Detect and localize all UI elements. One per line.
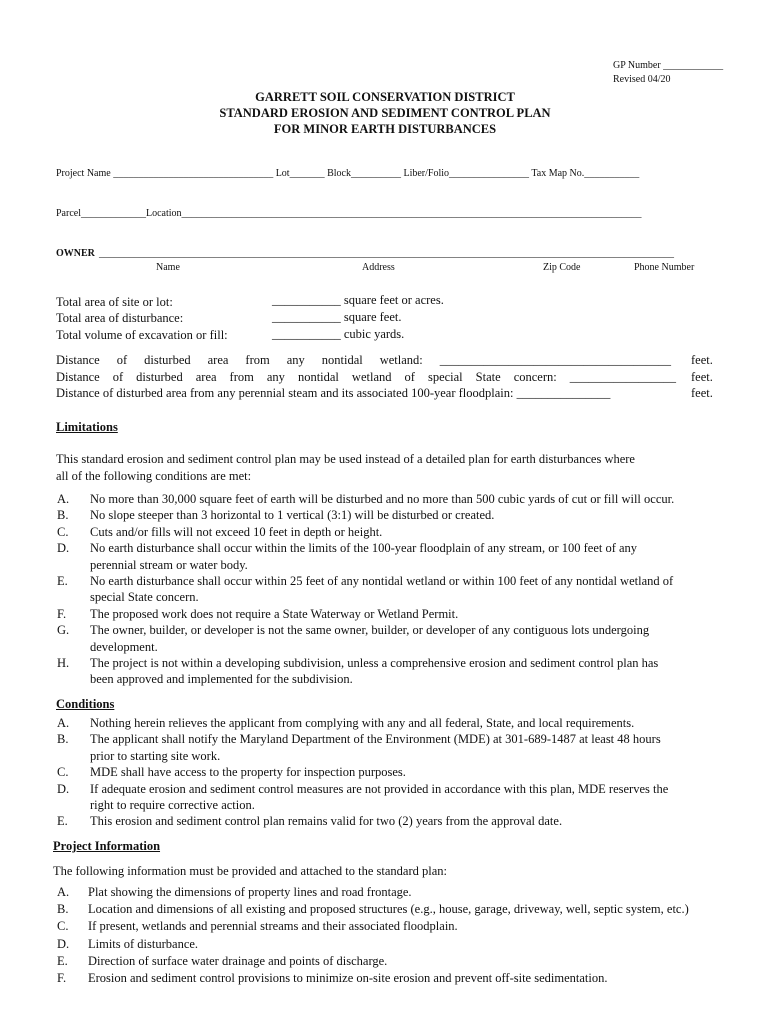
project-info-item-text: Limits of disturbance. [88,936,199,951]
distance-wetland-unit: feet. [691,353,713,367]
gp-number-field[interactable]: GP Number ____________ [613,60,724,71]
project-info-item-letter: F. [57,971,67,985]
limitations-intro-2: all of the following conditions are met: [56,469,252,483]
project-info-heading: Project Information [53,839,161,853]
condition-item-letter: C. [57,765,69,780]
limitations-heading: Limitations [56,420,118,434]
limitation-item-text: The project is not within a developing subdivision, unless a comprehensive erosion and sediment control plan has [90,656,659,670]
distance-stream-unit: feet. [691,386,713,400]
condition-item-text: MDE shall have access to the property for inspection purposes. [90,765,406,780]
limitation-item-text: Cuts and/or fills will not exceed 10 feet in depth or height. [90,524,383,539]
limitation-item-letter: B. [57,508,69,523]
volume-label: Total volume of excavation or fill: [56,328,228,342]
limitation-item-text: development. [90,639,158,654]
project-info-item-letter: C. [57,919,69,934]
conditions-heading: Conditions [56,697,115,711]
limitation-item-text: No earth disturbance shall occur within the limits of the 100-year floodplain of any stream, or 100 feet of any [90,541,638,556]
limitation-item-letter: E. [57,574,68,588]
project-info-row[interactable]: Project Name ________________________________ Lot_______ Block__________ Liber/Folio________________ Tax Map No.___________ [56,168,640,179]
distance-special-wetland-unit: feet. [691,370,713,384]
owner-label: OWNER [56,248,95,259]
condition-item-text: The applicant shall notify the Maryland Department of the Environment (MDE) at 301-689-1487 at least 48 hours [90,732,661,747]
project-info-item-text: Location and dimensions of all existing and proposed structures (e.g., house, garage, driveway, well, septic system, etc.) [88,902,689,917]
title-line-2: STANDARD EROSION AND SEDIMENT CONTROL PLAN [219,106,551,120]
condition-item-text: This erosion and sediment control plan remains valid for two (2) years from the approval date. [90,814,563,829]
limitation-item-text: No slope steeper than 3 horizontal to 1 vertical (3:1) will be disturbed or created. [90,508,495,523]
project-info-item-text: Direction of surface water drainage and points of discharge. [88,953,388,968]
limitation-item-letter: F. [57,606,67,621]
distance-special-wetland-field[interactable]: Distance of disturbed area from any nontidal wetland of special State concern: _________________ [56,370,676,384]
limitation-item-letter: C. [57,524,69,539]
condition-item-letter: A. [57,716,70,730]
project-info-item-text: Plat showing the dimensions of property lines and road frontage. [88,885,412,899]
project-info-item-letter: B. [57,902,69,917]
parcel-location-row[interactable]: Parcel_____________Location____________________________________________________________________________________________ [56,208,642,219]
limitation-item-text: No earth disturbance shall occur within 25 feet of any nontidal wetland or within 100 feet of any nontidal wetland of [90,574,674,588]
owner-sub-name: Name [156,262,180,273]
condition-item-letter: D. [57,781,70,796]
project-info-intro: The following information must be provided and attached to the standard plan: [53,864,447,878]
distance-wetland-field[interactable]: Distance of disturbed area from any nontidal wetland: _____________________________________ [56,353,671,367]
revision-date: Revised 04/20 [613,74,671,85]
volume-field[interactable]: ___________ cubic yards. [272,327,405,341]
project-info-item-letter: A. [57,885,70,899]
limitation-item-letter: D. [57,541,70,556]
condition-item-letter: E. [57,814,68,829]
project-info-item-text: Erosion and sediment control provisions to minimize on-site erosion and prevent off-site sedimentation. [88,971,608,985]
condition-item-text: prior to starting site work. [90,748,221,763]
limitation-item-text: special State concern. [90,590,199,605]
project-info-item-text: If present, wetlands and perennial streams and their associated floodplain. [88,919,458,934]
limitation-item-letter: A. [57,492,70,506]
project-info-item-letter: D. [57,936,70,951]
limitation-item-text: No more than 30,000 square feet of earth will be disturbed and no more than 500 cubic yards of cut or fill will occur. [90,492,675,506]
limitation-item-text: The owner, builder, or developer is not the same owner, builder, or developer of any contiguous lots undergoing [90,623,650,638]
distance-stream-field[interactable]: Distance of disturbed area from any perennial steam and its associated 100-year floodplain: _______________ [56,386,611,400]
owner-sub-address: Address [362,262,395,273]
limitation-item-text: perennial stream or water body. [90,557,248,572]
condition-item-letter: B. [57,732,69,747]
title-line-3: FOR MINOR EARTH DISTURBANCES [273,122,497,136]
area-site-label: Total area of site or lot: [56,295,173,309]
project-info-item-letter: E. [57,953,68,968]
condition-item-text: If adequate erosion and sediment control measures are not provided in accordance with this plan, MDE reserves the [90,781,669,796]
condition-item-text: Nothing herein relieves the applicant from complying with any and all federal, State, and local requirements. [90,716,635,730]
owner-line[interactable]: ___________________________________________________________________________________________________________________ [99,248,674,259]
limitation-item-letter: H. [57,656,70,670]
limitation-item-letter: G. [57,623,70,638]
condition-item-text: right to require corrective action. [90,798,255,812]
limitation-item-text: The proposed work does not require a State Waterway or Wetland Permit. [90,606,459,621]
limitation-item-text: been approved and implemented for the subdivision. [90,672,353,687]
area-disturbance-label: Total area of disturbance: [56,311,184,325]
area-site-field[interactable]: ___________ square feet or acres. [272,293,444,307]
owner-sub-phone: Phone Number [634,262,695,273]
owner-sub-zip: Zip Code [543,262,581,273]
limitations-intro-1: This standard erosion and sediment control plan may be used instead of a detailed plan for earth disturbances where [56,452,635,466]
title-line-1: GARRETT SOIL CONSERVATION DISTRICT [255,90,515,104]
area-disturbance-field[interactable]: ___________ square feet. [272,310,402,324]
